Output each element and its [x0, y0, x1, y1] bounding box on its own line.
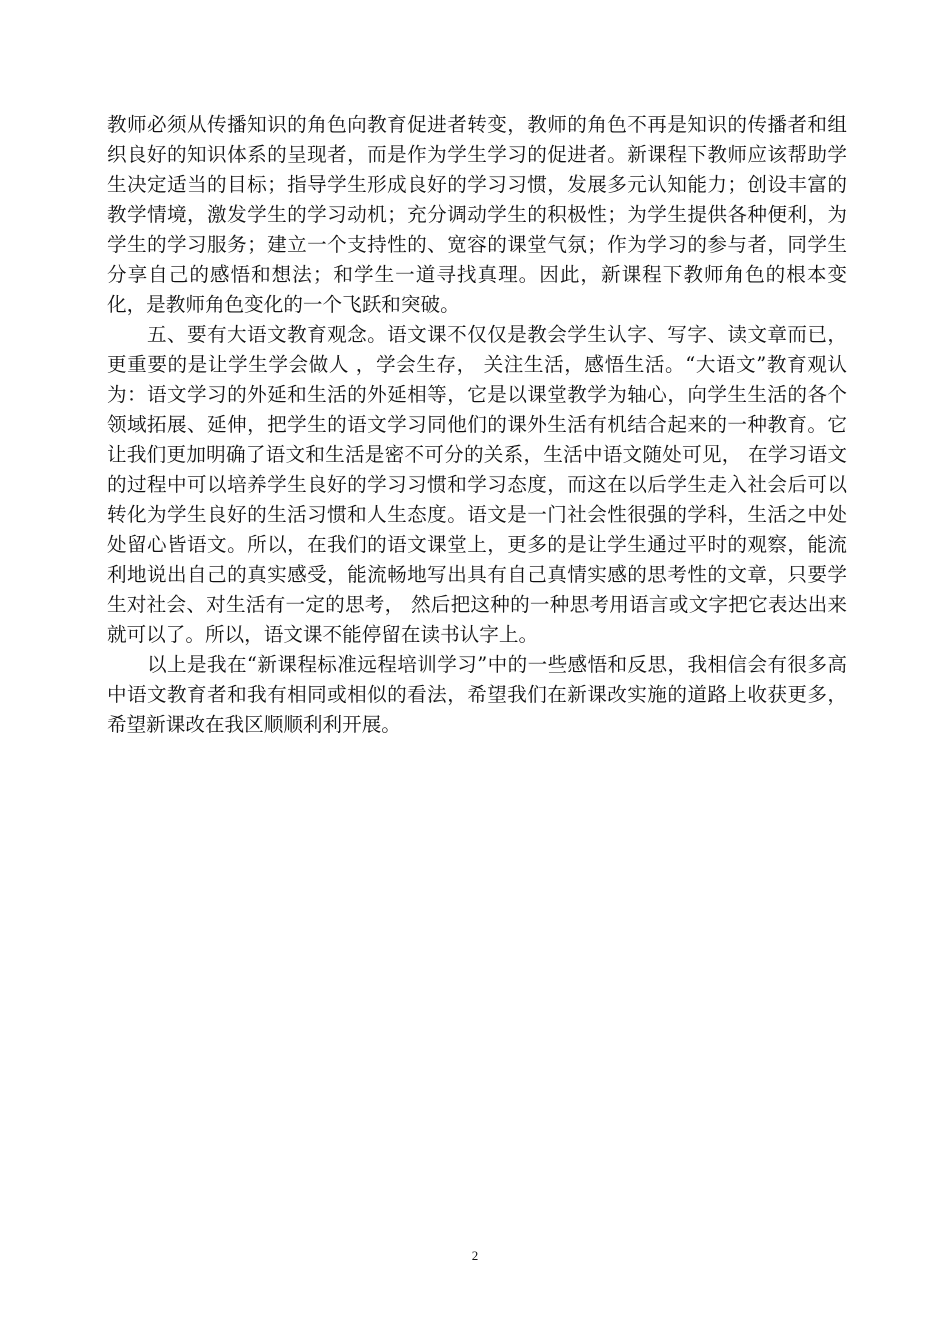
paragraph-conclusion: 以上是我在“新课程标准远程培训学习”中的一些感悟和反思，我相信会有很多高中语文教育者和我有相同或相似的看法，希望我们在新课改实施的道路上收获更多，希望新课改在我区顺顺利利开展。 [107, 653, 847, 736]
document-body [107, 110, 847, 740]
paragraph-big-chinese-education: 五、要有大语文教育观念。语文课不仅仅是教会学生认字、写字、读文章而已，更重要的是让学生学会做人 ，学会生存， 关注生活，感悟生活。“大语文”教育观认为：语文学习的外延和生活的外延相等，它是以课堂教学为轴心，向学生生活的各个领域拓展、延伸，把学生的语文学习同他们的课外生活有机结合起来的一种教育。它让我们更加明确了语文和生活是密不可分的关系，生活中语文随处可见， 在学习语文的过程中可以培养学生良好的学习习惯和学习态度，而这在以后学生走入社会后可以转化为学生良好的生活习惯和人生态度。语文是一门社会性很强的学科，生活之中处处留心皆语文。所以，在我们的语文课堂上，更多的是让学生通过平时的观察，能流利地说出自己的真实感受，能流畅地写出具有自己真情实感的思考性的文章，只要学生对社会、对生活有一定的思考， 然后把这种的一种思考用语言或文字把它表达出来就可以了。所以，语文课不能停留在读书认字上。 [107, 323, 847, 646]
page-number: 2 [471, 1248, 479, 1263]
paragraph-teacher-role: 教师必须从传播知识的角色向教育促进者转变，教师的角色不再是知识的传播者和组织良好的知识体系的呈现者，而是作为学生学习的促进者。新课程下教师应该帮助学生决定适当的目标；指导学生形成良好的学习习惯，发展多元认知能力；创设丰富的教学情境，激发学生的学习动机；充分调动学生的积极性；为学生提供各种便利，为学生的学习服务；建立一个支持性的、宽容的课堂气氛；作为学习的参与者，同学生分享自己的感悟和想法；和学生一道寻找真理。因此，新课程下教师角色的根本变化，是教师角色变化的一个飞跃和突破。 [107, 113, 847, 316]
